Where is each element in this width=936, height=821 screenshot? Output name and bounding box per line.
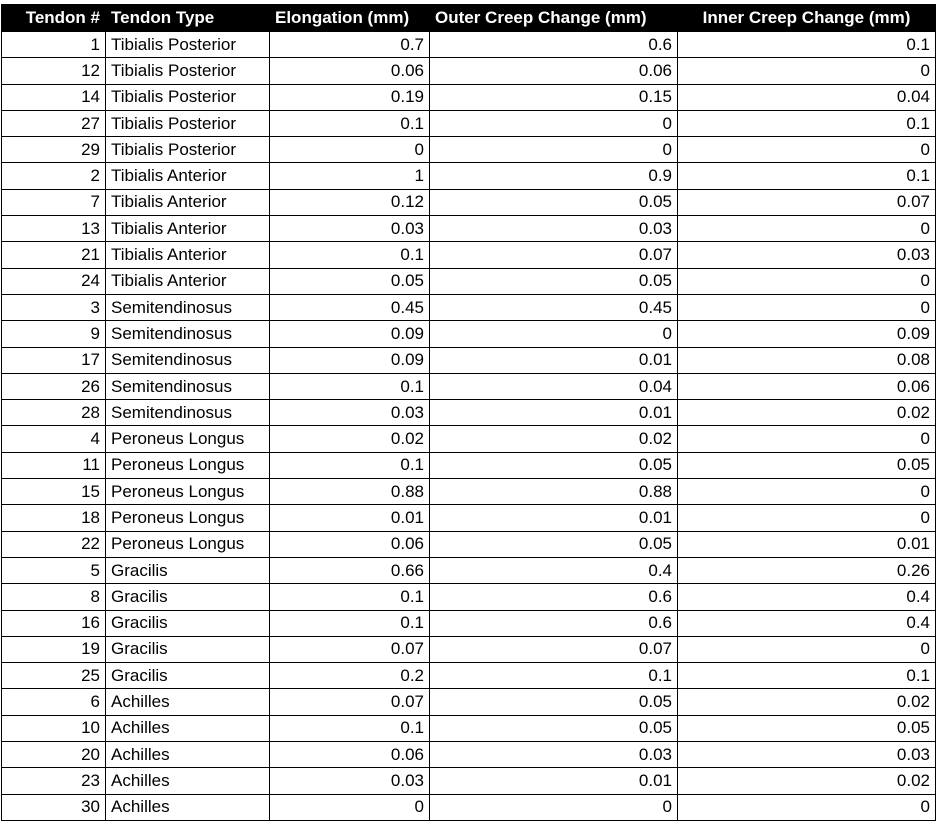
cell-outer-creep-change: 0.1 [430,663,678,689]
cell-tendon-number: 18 [2,505,106,531]
cell-outer-creep-change: 0.6 [430,610,678,636]
cell-elongation: 0.06 [270,58,430,84]
cell-outer-creep-change: 0.45 [430,294,678,320]
tendon-data-table [1,4,936,821]
cell-outer-creep-change: 0.9 [430,163,678,189]
cell-tendon-number: 21 [2,242,106,268]
table-row [2,84,936,110]
cell-tendon-number: 17 [2,347,106,373]
cell-inner-creep-change: 0.4 [678,584,936,610]
cell-inner-creep-change: 0.04 [678,84,936,110]
cell-elongation: 0.1 [270,242,430,268]
header-elongation: Elongation (mm) [270,5,430,32]
table-row [2,479,936,505]
cell-inner-creep-change: 0.08 [678,347,936,373]
cell-inner-creep-change: 0.05 [678,715,936,741]
cell-outer-creep-change: 0.15 [430,84,678,110]
cell-inner-creep-change: 0.06 [678,373,936,399]
table-row [2,636,936,662]
cell-outer-creep-change: 0.03 [430,216,678,242]
cell-tendon-number: 30 [2,794,106,820]
cell-tendon-number: 29 [2,137,106,163]
table-row [2,242,936,268]
cell-tendon-type: Achilles [106,689,270,715]
cell-elongation: 0.07 [270,689,430,715]
cell-inner-creep-change: 0.02 [678,400,936,426]
cell-tendon-number: 7 [2,189,106,215]
table-row [2,610,936,636]
table-row [2,294,936,320]
table-row [2,347,936,373]
cell-tendon-type: Gracilis [106,636,270,662]
cell-elongation: 0 [270,794,430,820]
cell-outer-creep-change: 0 [430,321,678,347]
table-row [2,794,936,820]
cell-outer-creep-change: 0.04 [430,373,678,399]
cell-tendon-number: 5 [2,557,106,583]
cell-inner-creep-change: 0.01 [678,531,936,557]
cell-outer-creep-change: 0.01 [430,768,678,794]
cell-inner-creep-change: 0 [678,505,936,531]
cell-outer-creep-change: 0 [430,794,678,820]
cell-tendon-number: 12 [2,58,106,84]
cell-tendon-type: Semitendinosus [106,294,270,320]
cell-inner-creep-change: 0.05 [678,452,936,478]
cell-tendon-type: Semitendinosus [106,347,270,373]
table-row [2,163,936,189]
table-row [2,373,936,399]
cell-elongation: 0.2 [270,663,430,689]
table-row [2,216,936,242]
cell-inner-creep-change: 0 [678,479,936,505]
cell-outer-creep-change: 0.88 [430,479,678,505]
cell-tendon-type: Peroneus Longus [106,479,270,505]
cell-tendon-type: Semitendinosus [106,321,270,347]
header-row [2,5,936,32]
table-row [2,58,936,84]
cell-elongation: 0.1 [270,373,430,399]
cell-elongation: 0.02 [270,426,430,452]
cell-elongation: 0.03 [270,216,430,242]
cell-elongation: 0.1 [270,452,430,478]
cell-tendon-type: Achilles [106,794,270,820]
cell-outer-creep-change: 0.01 [430,347,678,373]
cell-tendon-number: 13 [2,216,106,242]
cell-tendon-type: Tibialis Anterior [106,189,270,215]
cell-elongation: 0.88 [270,479,430,505]
cell-inner-creep-change: 0 [678,137,936,163]
cell-tendon-type: Tibialis Posterior [106,110,270,136]
cell-tendon-type: Semitendinosus [106,400,270,426]
cell-tendon-number: 6 [2,689,106,715]
cell-elongation: 1 [270,163,430,189]
cell-tendon-type: Achilles [106,742,270,768]
cell-tendon-type: Peroneus Longus [106,505,270,531]
cell-tendon-number: 1 [2,32,106,58]
cell-tendon-number: 2 [2,163,106,189]
table-row [2,531,936,557]
cell-outer-creep-change: 0.05 [430,268,678,294]
cell-tendon-type: Tibialis Posterior [106,32,270,58]
cell-inner-creep-change: 0 [678,58,936,84]
table-row [2,268,936,294]
header-tendon-type: Tendon Type [106,5,270,32]
cell-tendon-type: Tibialis Posterior [106,137,270,163]
table-row [2,557,936,583]
cell-tendon-number: 14 [2,84,106,110]
cell-tendon-number: 9 [2,321,106,347]
cell-inner-creep-change: 0.1 [678,32,936,58]
cell-outer-creep-change: 0.05 [430,531,678,557]
cell-outer-creep-change: 0.01 [430,505,678,531]
cell-tendon-type: Gracilis [106,610,270,636]
cell-outer-creep-change: 0.4 [430,557,678,583]
cell-outer-creep-change: 0.05 [430,689,678,715]
cell-elongation: 0.03 [270,768,430,794]
cell-elongation: 0.05 [270,268,430,294]
cell-inner-creep-change: 0 [678,636,936,662]
table-row [2,321,936,347]
cell-tendon-number: 22 [2,531,106,557]
cell-tendon-type: Gracilis [106,584,270,610]
cell-outer-creep-change: 0.03 [430,742,678,768]
cell-tendon-type: Tibialis Anterior [106,242,270,268]
cell-tendon-type: Achilles [106,715,270,741]
table-row [2,189,936,215]
cell-tendon-number: 10 [2,715,106,741]
cell-inner-creep-change: 0 [678,294,936,320]
cell-outer-creep-change: 0 [430,110,678,136]
cell-tendon-number: 20 [2,742,106,768]
cell-tendon-number: 25 [2,663,106,689]
cell-elongation: 0.09 [270,321,430,347]
cell-tendon-type: Tibialis Anterior [106,216,270,242]
table-row [2,505,936,531]
cell-tendon-type: Semitendinosus [106,373,270,399]
cell-tendon-type: Achilles [106,768,270,794]
cell-tendon-number: 8 [2,584,106,610]
cell-inner-creep-change: 0.07 [678,189,936,215]
cell-tendon-type: Peroneus Longus [106,452,270,478]
cell-tendon-number: 26 [2,373,106,399]
cell-tendon-number: 27 [2,110,106,136]
cell-inner-creep-change: 0.03 [678,742,936,768]
table-row [2,110,936,136]
cell-tendon-type: Peroneus Longus [106,426,270,452]
cell-elongation: 0.1 [270,610,430,636]
table-header [2,5,936,32]
cell-tendon-number: 19 [2,636,106,662]
table-row [2,715,936,741]
cell-inner-creep-change: 0.1 [678,110,936,136]
header-tendon-number: Tendon # [2,5,106,32]
cell-inner-creep-change: 0 [678,216,936,242]
table-row [2,689,936,715]
cell-inner-creep-change: 0.02 [678,768,936,794]
cell-tendon-type: Peroneus Longus [106,531,270,557]
cell-inner-creep-change: 0.4 [678,610,936,636]
cell-outer-creep-change: 0.05 [430,715,678,741]
cell-tendon-type: Tibialis Posterior [106,84,270,110]
cell-elongation: 0.09 [270,347,430,373]
table-row [2,426,936,452]
cell-elongation: 0.45 [270,294,430,320]
table-row [2,584,936,610]
cell-tendon-number: 23 [2,768,106,794]
cell-outer-creep-change: 0.6 [430,32,678,58]
cell-elongation: 0.7 [270,32,430,58]
cell-inner-creep-change: 0 [678,794,936,820]
cell-elongation: 0.01 [270,505,430,531]
cell-tendon-number: 16 [2,610,106,636]
table-body [2,32,936,821]
cell-inner-creep-change: 0.1 [678,163,936,189]
cell-elongation: 0 [270,137,430,163]
table-row [2,400,936,426]
header-inner-creep-change: Inner Creep Change (mm) [678,5,936,32]
cell-tendon-type: Tibialis Anterior [106,268,270,294]
cell-outer-creep-change: 0 [430,137,678,163]
cell-tendon-type: Tibialis Anterior [106,163,270,189]
cell-inner-creep-change: 0.09 [678,321,936,347]
cell-elongation: 0.03 [270,400,430,426]
cell-elongation: 0.06 [270,742,430,768]
cell-tendon-number: 11 [2,452,106,478]
cell-tendon-number: 4 [2,426,106,452]
table-row [2,663,936,689]
cell-tendon-type: Gracilis [106,557,270,583]
cell-inner-creep-change: 0.1 [678,663,936,689]
cell-outer-creep-change: 0.01 [430,400,678,426]
cell-tendon-type: Gracilis [106,663,270,689]
cell-elongation: 0.19 [270,84,430,110]
table-row [2,137,936,163]
cell-elongation: 0.07 [270,636,430,662]
cell-inner-creep-change: 0.03 [678,242,936,268]
cell-elongation: 0.12 [270,189,430,215]
table-row [2,452,936,478]
cell-elongation: 0.1 [270,584,430,610]
cell-outer-creep-change: 0.6 [430,584,678,610]
cell-tendon-number: 15 [2,479,106,505]
cell-tendon-type: Tibialis Posterior [106,58,270,84]
table-row [2,32,936,58]
cell-inner-creep-change: 0 [678,426,936,452]
table-row [2,742,936,768]
cell-elongation: 0.1 [270,715,430,741]
cell-inner-creep-change: 0.26 [678,557,936,583]
header-outer-creep-change: Outer Creep Change (mm) [430,5,678,32]
cell-tendon-number: 3 [2,294,106,320]
cell-outer-creep-change: 0.06 [430,58,678,84]
cell-tendon-number: 24 [2,268,106,294]
cell-elongation: 0.1 [270,110,430,136]
cell-elongation: 0.06 [270,531,430,557]
table-row [2,768,936,794]
cell-outer-creep-change: 0.07 [430,242,678,268]
cell-inner-creep-change: 0.02 [678,689,936,715]
cell-outer-creep-change: 0.07 [430,636,678,662]
cell-inner-creep-change: 0 [678,268,936,294]
cell-elongation: 0.66 [270,557,430,583]
cell-tendon-number: 28 [2,400,106,426]
cell-outer-creep-change: 0.02 [430,426,678,452]
cell-outer-creep-change: 0.05 [430,189,678,215]
cell-outer-creep-change: 0.05 [430,452,678,478]
